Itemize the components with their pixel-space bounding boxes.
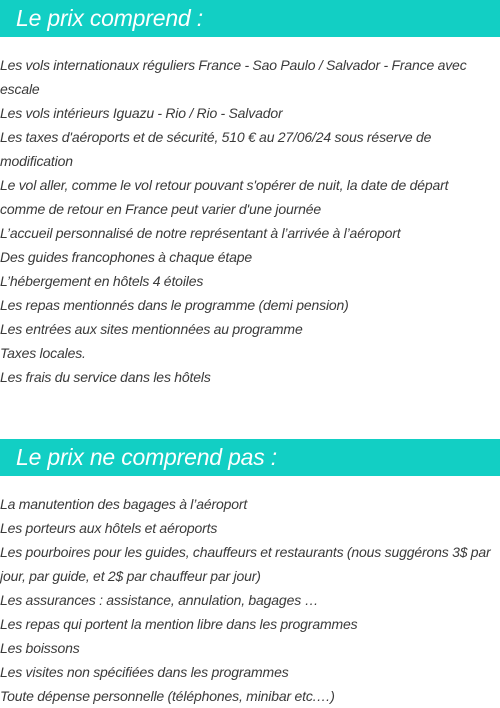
list-item: Le vol aller, comme le vol retour pouvant s'opérer de nuit, la date de départ comme de retour en France peut varier d'une journée [0, 177, 449, 217]
list-item: L’hébergement en hôtels 4 étoiles [0, 273, 204, 289]
excluded-section-title: Le prix ne comprend pas : [0, 439, 500, 476]
list-item: Les entrées aux sites mentionnées au programme [0, 321, 303, 337]
list-item: Les frais du service dans les hôtels [0, 369, 211, 385]
list-item: Les boissons [0, 640, 80, 656]
list-item: Les vols internationaux réguliers France - Sao Paulo / Salvador - France avec escale [0, 57, 467, 97]
list-item: Des guides francophones à chaque étape [0, 249, 252, 265]
list-item: Les pourboires pour les guides, chauffeurs et restaurants (nous suggérons 3$ par jour, par guide, et 2$ par chauffeur par jour) [0, 544, 491, 584]
list-item: Toute dépense personnelle (téléphones, minibar etc.…) [0, 688, 335, 704]
included-section-title: Le prix comprend : [0, 0, 500, 37]
list-item: L’accueil personnalisé de notre représentant à l’arrivée à l’aéroport [0, 225, 401, 241]
excluded-items-list [0, 492, 494, 708]
list-item: Les assurances : assistance, annulation, bagages … [0, 592, 319, 608]
list-item: Les taxes d'aéroports et de sécurité, 510 € au 27/06/24 sous réserve de modification [0, 129, 432, 169]
list-item: Les porteurs aux hôtels et aéroports [0, 520, 218, 536]
list-item: Taxes locales. [0, 345, 86, 361]
included-items-list [0, 53, 494, 389]
list-item: Les vols intérieurs Iguazu - Rio / Rio - Salvador [0, 105, 283, 121]
list-item: Les repas qui portent la mention libre dans les programmes [0, 616, 358, 632]
list-item: Les visites non spécifiées dans les programmes [0, 664, 289, 680]
list-item: La manutention des bagages à l’aéroport [0, 496, 248, 512]
list-item: Les repas mentionnés dans le programme (demi pension) [0, 297, 349, 313]
